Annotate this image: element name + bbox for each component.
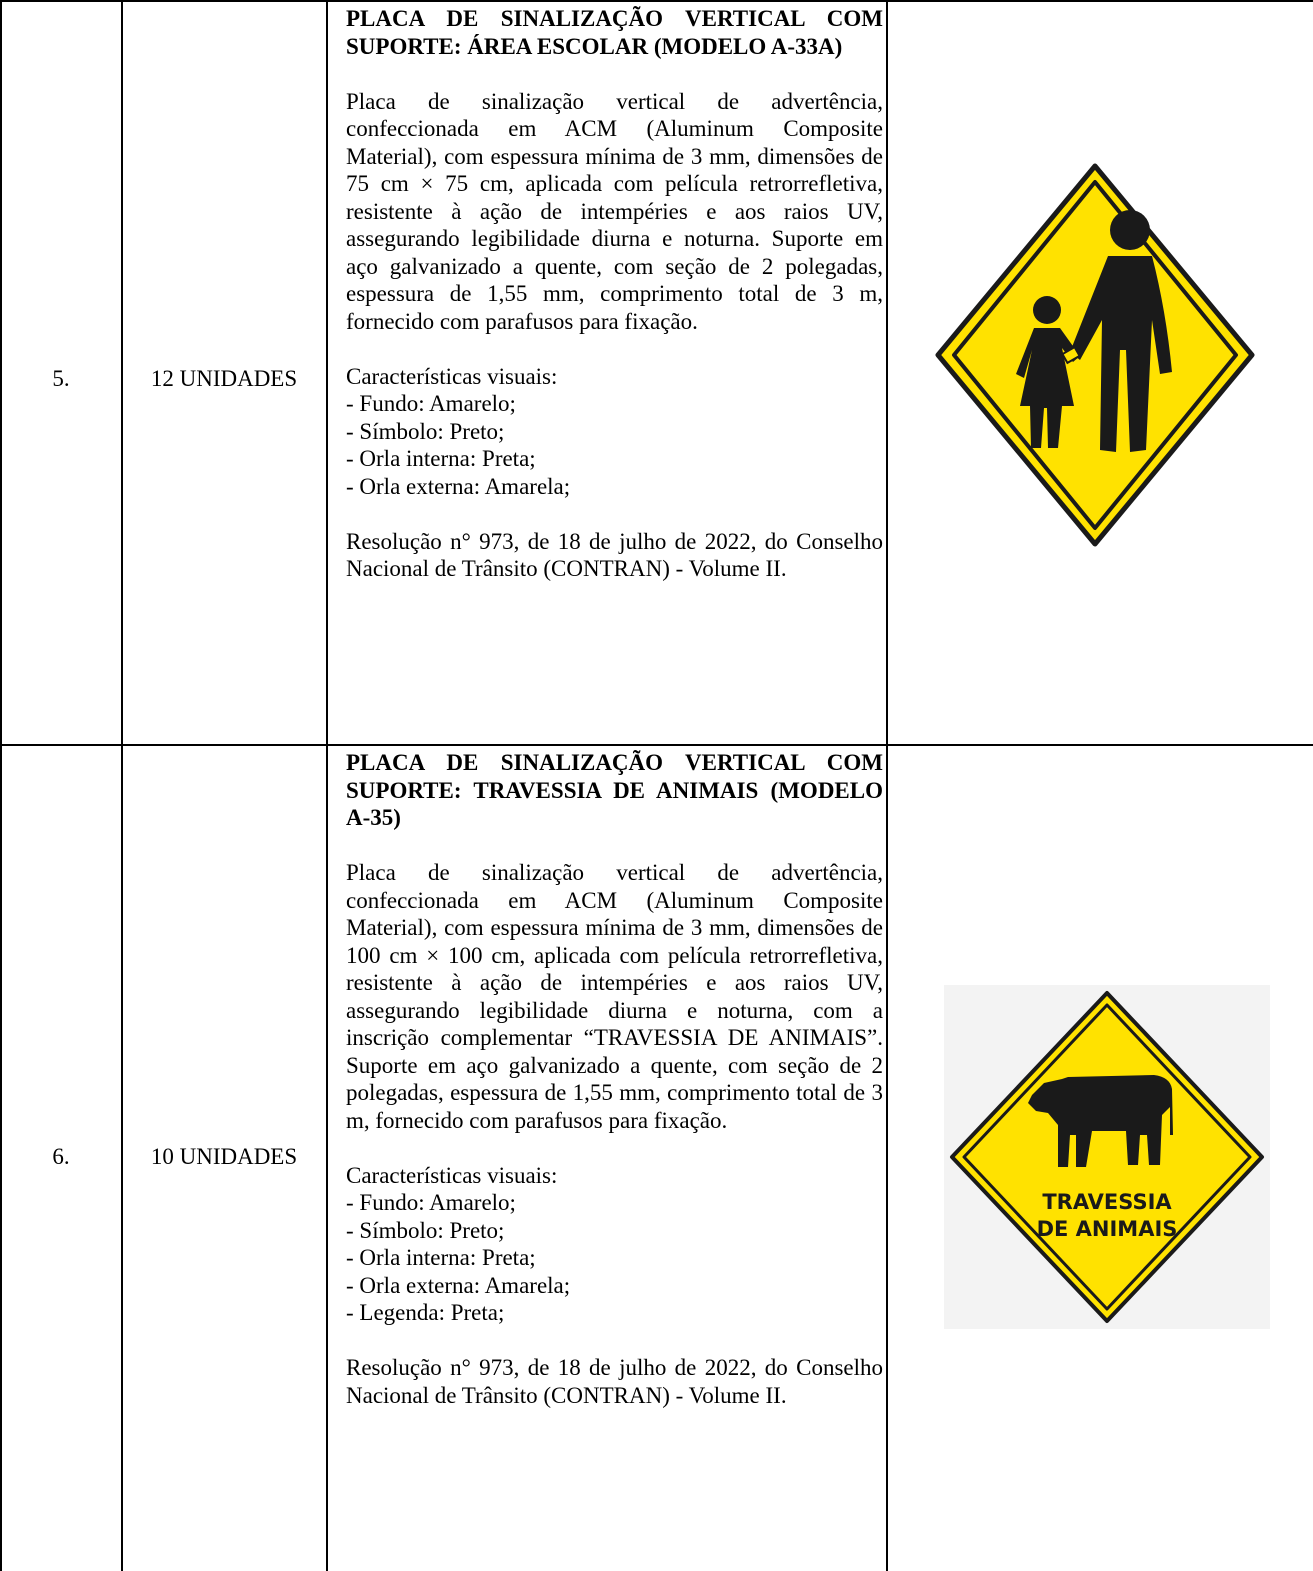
list-item: - Legenda: Preta;	[346, 1300, 505, 1325]
sign-legend-line-2: DE ANIMAIS	[1036, 1217, 1178, 1241]
item-title: PLACA DE SINALIZAÇÃO VERTICAL COM SUPORTE: ÁREA ESCOLAR (MODELO A-33A)	[346, 6, 883, 59]
item-description-text: Placa de sinalização vertical de advertência, confeccionada em ACM (Aluminum Composite Material), com espessura mínima de 3 mm, dimensões de 75 cm × 75 cm, aplicada com película retrorrefletiva, resistente à ação de intempéries e aos raios UV, assegurando legibilidade diurna e noturna. Suporte em aço galvanizado a quente, com seção de 2 polegadas, espessura de 1,55 mm, comprimento total de 3 m, fornecido com parafusos para fixação.	[346, 88, 883, 334]
row-divider	[0, 744, 1313, 746]
list-item: - Orla externa: Amarela;	[346, 473, 571, 499]
row-number: 5.	[52, 366, 70, 391]
item-description	[346, 5, 883, 583]
cattle-crossing-sign-icon	[944, 985, 1270, 1329]
list-item: - Fundo: Amarelo;	[346, 391, 516, 416]
list-item: - Orla externa: Amarela;	[346, 1272, 571, 1298]
row-quantity: 10 UNIDADES	[150, 1144, 298, 1169]
visual-characteristics-heading: Características visuais:	[346, 363, 558, 389]
school-crossing-sign-icon	[930, 160, 1260, 550]
column-divider-number	[121, 0, 123, 1571]
list-item: - Orla interna: Preta;	[346, 1245, 536, 1270]
list-item: - Fundo: Amarelo;	[346, 1190, 516, 1215]
row-number: 6.	[52, 1144, 70, 1169]
visual-characteristics-heading: Características visuais:	[346, 1162, 558, 1188]
sign-legend-line-1: TRAVESSIA	[1042, 1190, 1172, 1214]
resolution-reference: Resolução n° 973, de 18 de julho de 2022, do Conselho Nacional de Trânsito (CONTRAN) - Volume II.	[346, 1355, 883, 1408]
column-divider-quantity	[326, 0, 328, 1571]
column-border-left	[0, 0, 2, 1571]
visual-characteristics-list	[346, 390, 883, 500]
list-item: - Símbolo: Preto;	[346, 418, 505, 444]
list-item: - Símbolo: Preto;	[346, 1217, 505, 1243]
item-description	[346, 749, 883, 1409]
column-divider-description	[886, 0, 888, 1571]
visual-characteristics-list	[346, 1189, 883, 1327]
row-quantity: 12 UNIDADES	[150, 366, 298, 391]
item-title: PLACA DE SINALIZAÇÃO VERTICAL COM SUPORTE: TRAVESSIA DE ANIMAIS (MODELO A-35)	[346, 750, 883, 830]
table-top-border	[0, 0, 1313, 2]
resolution-reference: Resolução n° 973, de 18 de julho de 2022, do Conselho Nacional de Trânsito (CONTRAN) - Volume II.	[346, 528, 883, 581]
item-description-text: Placa de sinalização vertical de advertência, confeccionada em ACM (Aluminum Composite Material), com espessura mínima de 3 mm, dimensões de 100 cm × 100 cm, aplicada com película retrorrefletiva, resistente à ação de intempéries e aos raios UV, assegurando legibilidade diurna e noturna, com a inscrição complementar “TRAVESSIA DE ANIMAIS”. Suporte em aço galvanizado a quente, com seção de 2 polegadas, espessura de 1,55 mm, comprimento total de 3 m, fornecido com parafusos para fixação.	[346, 860, 883, 1133]
list-item: - Orla interna: Preta;	[346, 446, 536, 471]
